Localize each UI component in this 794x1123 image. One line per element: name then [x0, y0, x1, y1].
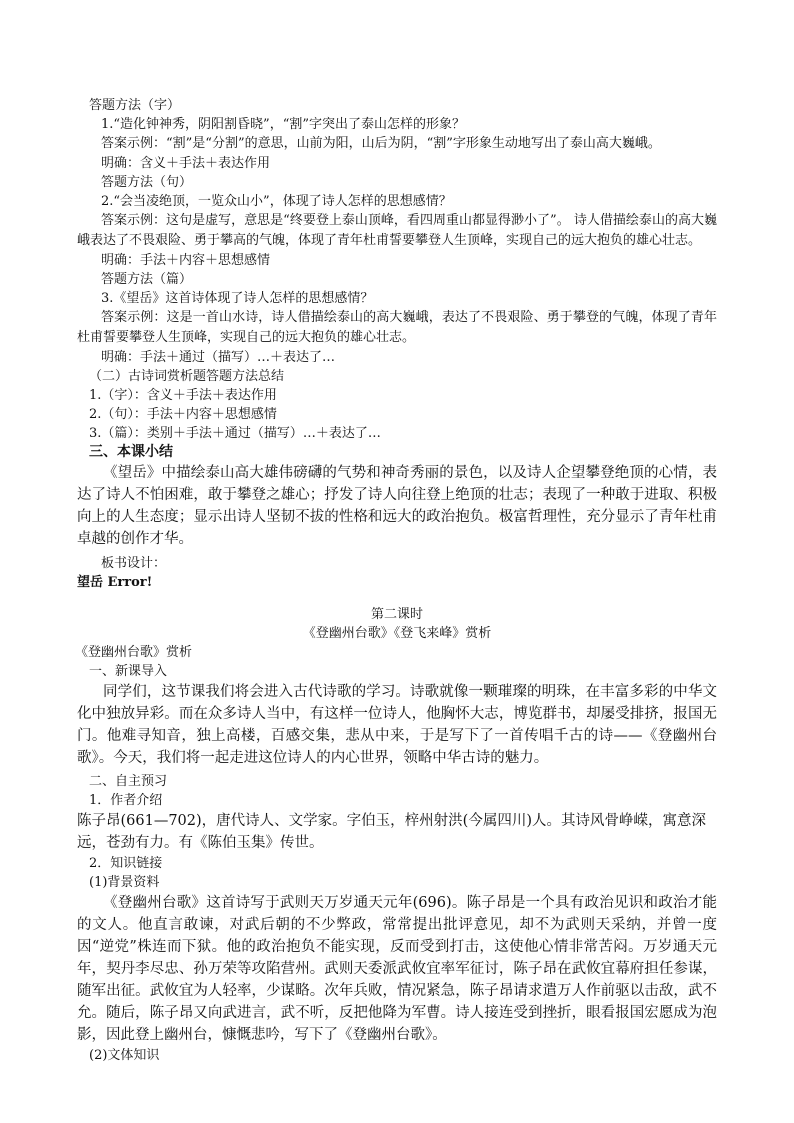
question-2: 2.“会当凌绝顶，一览众山小”，体现了诗人怎样的思想感情？: [101, 194, 452, 209]
clarify-1: 明确：含义＋手法＋表达作用: [101, 156, 271, 171]
lesson-summary-heading: 三、本课小结: [89, 444, 173, 460]
heading-method-zi: 答题方法（字）: [89, 98, 181, 113]
heading-preview: 二、自主预习: [89, 774, 168, 789]
intro-text: 同学们，这节课我们将会进入古代诗歌的学习。诗歌就像一颗璀璨的明珠，在丰富多彩的中华文化中独放异彩。而在众多诗人当中，有这样一位诗人，他胸怀大志，博览群书，却屡受排挤，报国无门。他难寻知音，独上高楼，百感交集，悲从中来，于是写下了一首传唱千古的诗——《登幽州台歌》。今天，我们将一起走进这位诗人的内心世界，领略中华古诗的魅力。: [77, 684, 717, 766]
board-design-label: 板书设计：: [101, 556, 167, 571]
heading-genre: (2)文体知识: [89, 1048, 160, 1063]
answer-3: 答案示例：这是一首山水诗，诗人借描绘泰山的高大巍峨，表达了不畏艰险、勇于攀登的气魄，体现了青年杜甫誓要攀登人生顶峰，实现自己的远大抱负的雄心壮志。: [77, 310, 717, 345]
heading-knowledge: 2．知识链接: [89, 856, 163, 871]
summary-zi: 1.（字）：含义＋手法＋表达作用: [89, 388, 277, 403]
lesson-number: 第二课时: [370, 607, 423, 622]
heading-method-ju: 答题方法（句）: [101, 175, 193, 190]
board-design-title: 望岳 Error!: [77, 575, 153, 590]
clarify-3: 明确：手法＋通过（描写）…＋表达了…: [101, 350, 336, 365]
lesson-title: 《登幽州台歌》《登飞来峰》赏析: [302, 626, 492, 641]
summary-heading: （二）古诗词赏析题答题方法总结: [89, 369, 285, 384]
heading-author: 1．作者介绍: [89, 793, 163, 808]
poem-subtitle: 《登幽州台歌》赏析: [75, 645, 193, 660]
heading-intro: 一、新课导入: [89, 664, 168, 679]
lesson-summary-text: 《望岳》中描绘泰山高大雄伟磅礴的气势和神奇秀丽的景色，以及诗人企望攀登绝顶的心情，表达了诗人不怕困难，敢于攀登之雄心；抒发了诗人向往登上绝顶的壮志；表现了一种敢于进取、积极向上的人生态度；显示出诗人坚韧不拔的性格和远大的政治抱负。极富哲理性，充分显示了青年杜甫卓越的创作才华。: [77, 465, 717, 547]
summary-pian: 3.（篇）：类别＋手法＋通过（描写）…＋表达了…: [89, 426, 381, 441]
answer-1: 答案示例：“割”是“分割”的意思，山前为阳，山后为阴，“割”字形象生动地写出了泰山高大巍峨。: [101, 136, 661, 151]
clarify-2: 明确：手法＋内容＋思想感情: [101, 253, 271, 268]
answer-2: 答案示例：这句是虚写，意思是“终要登上泰山顶峰，看四周重山都显得渺小了”。 诗人借描绘泰山的高大巍峨表达了不畏艰险、勇于攀高的气魄，体现了青年杜甫誓要攀登人生顶峰，实现自己的远大抱负的雄心壮志。: [77, 213, 717, 248]
section-second-lesson: [77, 605, 717, 1065]
heading-method-pian: 答题方法（篇）: [101, 272, 193, 287]
question-3: 3.《望岳》这首诗体现了诗人怎样的思想感情？: [101, 291, 374, 306]
background-text: 《登幽州台歌》这首诗写于武则天万岁通天元年(696)。陈子昂是一个具有政治见识和政治才能的文人。他直言敢谏，对武后朝的不少弊政，常常提出批评意见，却不为武则天采纳，并曾一度因“逆党”株连而下狱。他的政治抱负不能实现，反而受到打击，这使他心情非常苦闷。万岁通天元年，契丹李尽忠、孙万荣等攻陷营州。武则天委派武攸宜率军征讨，陈子昂在武攸宜幕府担任参谋，随军出征。武攸宜为人轻率，少谋略。次年兵败，情况紧急，陈子昂请求遣万人作前驱以击敌，武不允。随后，陈子昂又向武进言，武不听，反把他降为军曹。诗人接连受到挫折，眼看报国宏愿成为泡影，因此登上幽州台，慷慨悲吟，写下了《登幽州台歌》。: [77, 895, 717, 1043]
section-wangyue-methods: [77, 96, 717, 592]
summary-ju: 2.（句）：手法＋内容＋思想感情: [89, 407, 277, 422]
author-intro-text: 陈子昂(661—702)，唐代诗人、文学家。字伯玉，梓州射洪(今属四川)人。其诗风骨峥嵘，寓意深远，苍劲有力。有《陈伯玉集》传世。: [77, 813, 706, 851]
heading-background: (1)背景资料: [89, 875, 160, 890]
question-1: 1.“造化钟神秀，阴阳割昏晓”，“割”字突出了泰山怎样的形象？: [101, 117, 465, 132]
